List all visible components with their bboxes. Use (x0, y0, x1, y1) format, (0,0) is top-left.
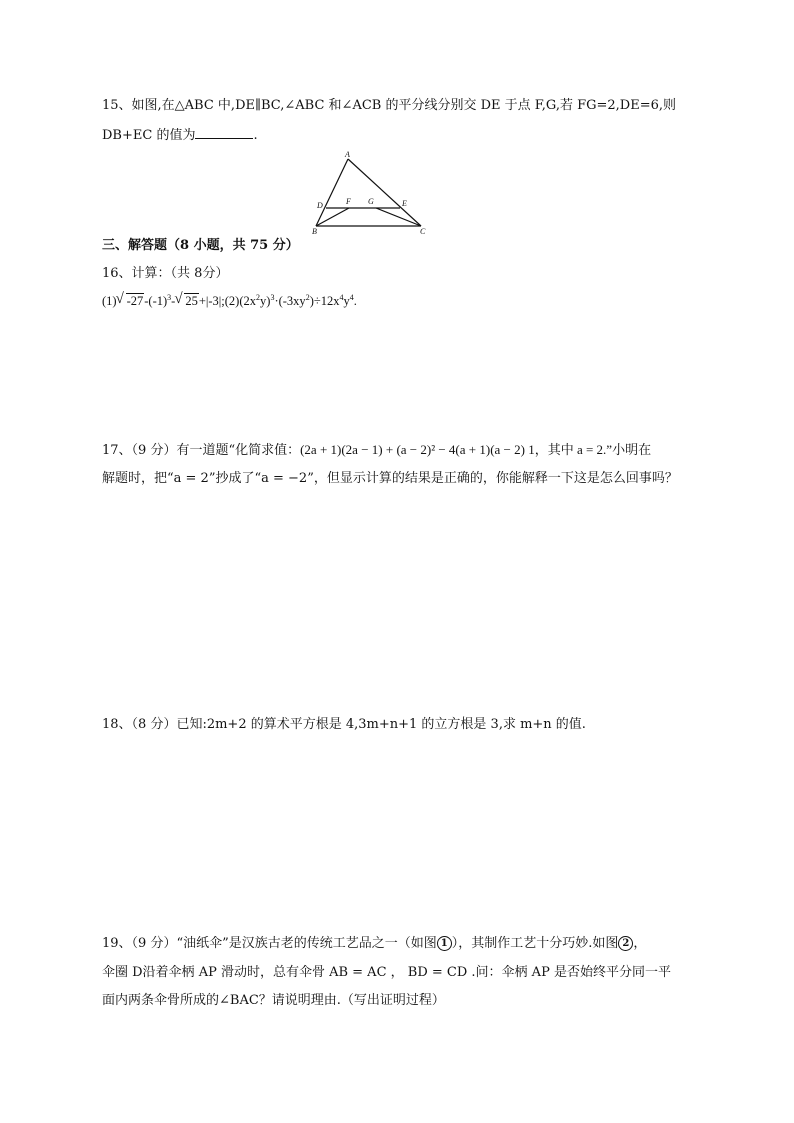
q17-line2: 解题时，把“a = 2”抄成了“a = −2”，但显示计算的结果是正确的，你能解释一下这是怎么回事吗？ (102, 471, 678, 486)
q17-expression: (2a + 1)(2a − 1) + (a − 2)² − 4(a + 1)(a − 2) 1，其中 a = 2.”小明在 (300, 442, 652, 457)
q16-part: - (171, 294, 176, 308)
section-heading: 三、解答题（8 小题，共 75 分） (102, 238, 299, 253)
q16-part: +|-3|;(2)(2x (198, 294, 257, 308)
label-G: G (368, 197, 374, 206)
segment-AB (316, 159, 348, 226)
radicand: -27 (126, 294, 144, 308)
segment-AC (348, 159, 421, 226)
exponent: 4 (339, 292, 344, 302)
radicand: 25 (185, 294, 198, 308)
q18-text: 18、（8 分）已知:2m+2 的算术平方根是 4,3m+n+1 的立方根是 3,求 m+n 的值. (102, 717, 586, 732)
exponent: 3 (167, 292, 172, 302)
q19-line2: 伞圈 D沿着伞柄 AP 滑动时，总有伞骨 AB = AC ， BD = CD .问：伞柄 AP 是否始终平分同一平 (102, 965, 671, 980)
q16-part: (1) (102, 294, 117, 308)
q15-line2-prefix: DB+EC 的值为 (102, 128, 196, 143)
label-A: A (345, 150, 350, 159)
sqrt-symbol (175, 291, 199, 311)
q16-part: )÷12x (309, 294, 340, 308)
q15-line1: 15、如图,在△ABC 中,DE∥BC,∠ABC 和∠ACB 的平分线分别交 DE 于点 F,G,若 FG=2,DE=6,则 (102, 98, 676, 113)
q19-line3: 面内两条伞骨所成的∠BAC？请说明理由.（写出证明过程） (102, 993, 445, 1008)
q16-part: -(-1) (144, 294, 168, 308)
q15-line2-suffix: . (253, 128, 258, 143)
answer-blank (195, 124, 253, 139)
circled-number-1: 1 (437, 936, 452, 951)
q16-part: ·(-3xy (274, 294, 306, 308)
label-F: F (346, 197, 351, 206)
label-B: B (312, 227, 317, 234)
q16-part: y (343, 294, 350, 308)
q16-expression (102, 291, 357, 311)
q19-part: 19、（9 分）“油纸伞”是汉族古老的传统工艺品之一（如图 (102, 936, 437, 951)
exponent: 4 (349, 292, 354, 302)
bisector-CG (376, 208, 421, 226)
q17-prefix: 17、（9 分）有一道题“化简求值： (102, 443, 301, 458)
label-C: C (420, 227, 426, 234)
q17-line1 (102, 440, 651, 461)
q16-part: y) (260, 294, 271, 308)
exponent: 2 (256, 292, 261, 302)
q19-line1 (102, 934, 646, 954)
q19-part: ），其制作工艺十分巧妙.如图 (451, 936, 619, 951)
label-D: D (317, 201, 323, 210)
label-E: E (402, 199, 407, 208)
exponent: 2 (305, 292, 310, 302)
q16-part: . (353, 294, 357, 308)
exponent: 3 (270, 292, 275, 302)
q16-title: 16、计算：（共 8分） (102, 266, 229, 281)
sqrt-symbol (117, 291, 145, 311)
q19-part: ， (633, 936, 647, 951)
circled-number-2: 2 (618, 936, 633, 951)
q15-line2 (102, 124, 258, 146)
triangle-figure (308, 148, 433, 234)
